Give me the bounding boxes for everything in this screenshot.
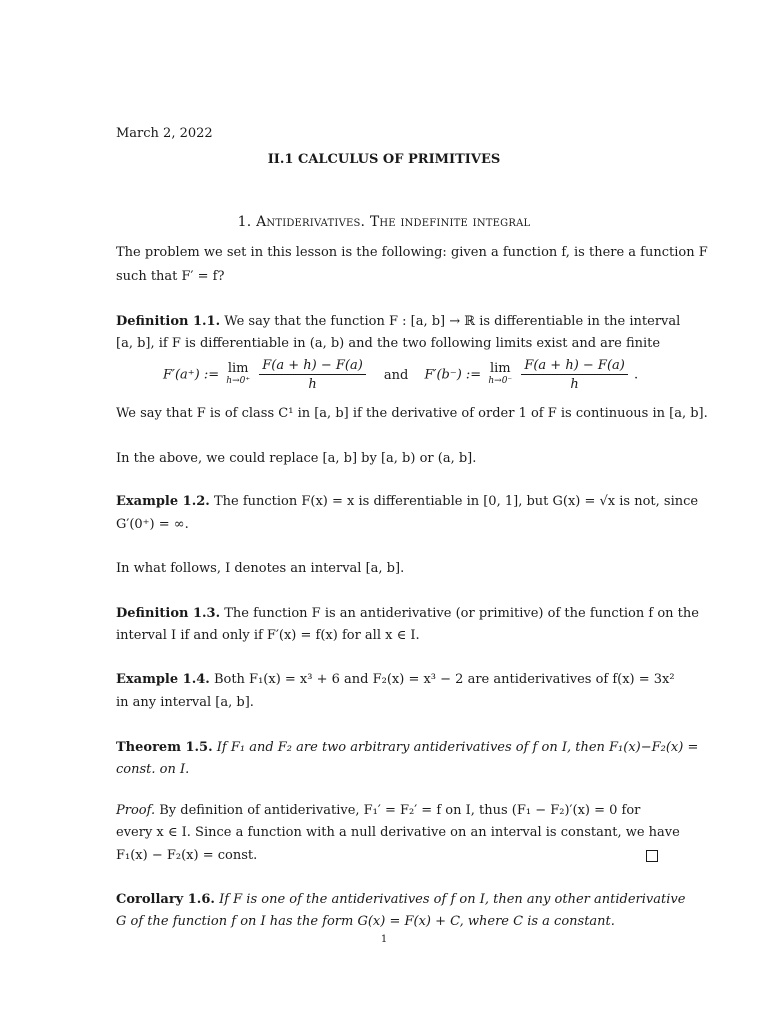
ex14-label: Example 1.4. bbox=[116, 672, 210, 687]
class-c1-statement: We say that F is of class C¹ in [a, b] if the derivative of order 1 of F is continuous in [a, b]. bbox=[116, 406, 708, 421]
cor16-text-1: If F is one of the antiderivatives of f on I, then any other antiderivative bbox=[219, 892, 686, 907]
ex12-label: Example 1.2. bbox=[116, 494, 210, 509]
and-word: and bbox=[383, 367, 409, 383]
replace-note: In the above, we could replace [a, b] by [a, b) or (a, b]. bbox=[116, 451, 477, 466]
right-limit-subscript: h→0⁻ bbox=[488, 376, 513, 386]
ex14-text-1: Both F₁(x) = x³ + 6 and F₂(x) = x³ − 2 are antiderivatives of f(x) = 3x² bbox=[213, 672, 675, 687]
right-numerator: F(a + h) − F(a) bbox=[521, 358, 628, 375]
right-fraction bbox=[521, 358, 628, 392]
def11-label: Definition 1.1. bbox=[116, 314, 221, 329]
cor16-line-2: G of the function f on I has the form G(x) = F(x) + C, where C is a constant. bbox=[116, 914, 615, 929]
proof-line-1 bbox=[116, 803, 640, 819]
proof-line-3: F₁(x) − F₂(x) = const. bbox=[116, 848, 258, 863]
ex14-line-1 bbox=[116, 672, 675, 688]
interval-note: In what follows, I denotes an interval [a, b]. bbox=[116, 561, 405, 576]
def13-text-1: The function F is an antiderivative (or primitive) of the function f on the bbox=[224, 606, 699, 621]
left-denominator: h bbox=[308, 377, 317, 392]
page-title: II.1 CALCULUS OF PRIMITIVES bbox=[267, 152, 501, 167]
qed-square-icon bbox=[646, 850, 658, 862]
def13-label: Definition 1.3. bbox=[116, 606, 221, 621]
thm15-text-1: If F₁ and F₂ are two arbitrary antiderivatives of f on I, then F₁(x)−F₂(x) = bbox=[216, 740, 699, 755]
right-limit bbox=[488, 362, 512, 388]
thm15-label: Theorem 1.5. bbox=[116, 740, 213, 755]
left-fraction bbox=[259, 358, 366, 392]
lim-text-2: lim bbox=[489, 361, 511, 376]
thm15-line-1 bbox=[116, 740, 698, 756]
right-denominator: h bbox=[570, 377, 579, 392]
left-derivative-lhs: F′(a⁺) := bbox=[163, 367, 220, 383]
intro-line-2: such that F′ = f? bbox=[116, 269, 225, 284]
left-limit bbox=[226, 362, 250, 388]
proof-line-2: every x ∈ I. Since a function with a null derivative on an interval is constant, we have bbox=[116, 825, 680, 840]
proof-text-1: By definition of antiderivative, F₁′ = F₂′ = f on I, thus (F₁ − F₂)′(x) = 0 for bbox=[159, 803, 641, 818]
right-derivative-lhs: F′(b⁻) := bbox=[424, 367, 482, 383]
ex12-text-1: The function F(x) = x is differentiable in [0, 1], but G(x) = √x is not, since bbox=[213, 494, 699, 509]
ex14-line-2: in any interval [a, b]. bbox=[116, 695, 254, 710]
date: March 2, 2022 bbox=[116, 126, 213, 141]
ex12-line-1 bbox=[116, 494, 698, 510]
cor16-label: Corollary 1.6. bbox=[116, 892, 215, 907]
def11-text-1: We say that the function F : [a, b] → ℝ is differentiable in the interval bbox=[224, 314, 681, 329]
left-numerator: F(a + h) − F(a) bbox=[259, 358, 366, 375]
def13-line-1 bbox=[116, 606, 699, 622]
intro-line-1: The problem we set in this lesson is the following: given a function f, is there a function F bbox=[116, 245, 708, 260]
section-heading: 1. Antiderivatives. The indefinite integral bbox=[237, 214, 531, 230]
def11-line-2: [a, b], if F is differentiable in (a, b) and the two following limits exist and are finite bbox=[116, 336, 661, 351]
formula-period: . bbox=[633, 367, 639, 383]
def13-line-2: interval I if and only if F′(x) = f(x) for all x ∈ I. bbox=[116, 628, 420, 643]
ex12-line-2: G′(0⁺) = ∞. bbox=[116, 517, 189, 532]
cor16-line-1 bbox=[116, 892, 685, 908]
limit-formulas bbox=[163, 358, 638, 392]
proof-label: Proof. bbox=[116, 803, 156, 818]
page-number: 1 bbox=[380, 934, 388, 945]
left-limit-subscript: h→0⁺ bbox=[226, 376, 251, 386]
lim-text: lim bbox=[227, 361, 249, 376]
def11-line-1 bbox=[116, 314, 680, 330]
thm15-line-2: const. on I. bbox=[116, 762, 190, 777]
